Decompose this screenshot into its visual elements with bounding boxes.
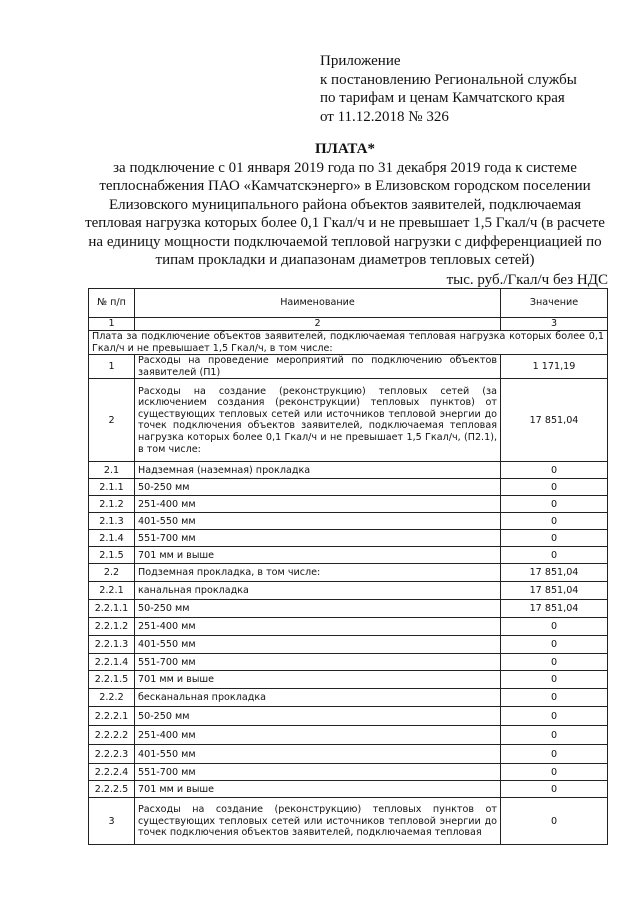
row-value: 0 (501, 479, 608, 496)
units-label: тыс. руб./Гкал/ч без НДС (446, 272, 608, 288)
row-num: 2.2.1.1 (89, 600, 135, 618)
header-num: № п/п (89, 289, 135, 318)
row-name: Надземная (наземная) прокладка (135, 462, 501, 479)
row-name: Расходы на проведение мероприятий по подключению объектов заявителей (П1) (135, 355, 501, 379)
row-name: 401-550 мм (135, 745, 501, 764)
appendix-line-1: Приложение (320, 53, 401, 69)
row-num: 2.1.3 (89, 513, 135, 530)
row-num: 3 (89, 798, 135, 845)
table-row (89, 707, 608, 726)
row-num: 2.1.1 (89, 479, 135, 496)
title-description: за подключение с 01 января 2019 года по 31 декабря 2019 года к системе теплоснабжения ПАО «Камчатскэнерго» в Елизовском городском поселении Елизовского муниципального района объектов заявителей, подключаемая тепловая нагрузка которых более 0,1 Гкал/ч и не превышает 1,5 Гкал/ч (в расчете на единицу мощности подключаемой тепловой нагрузки с дифференциацией по типам прокладки и диапазонам диаметров тепловых сетей) (85, 159, 605, 268)
table-row (89, 654, 608, 671)
table-row (89, 781, 608, 798)
appendix-line-2: к постановлению Региональной службы (320, 71, 577, 88)
row-value: 0 (501, 654, 608, 671)
row-num: 2.2.2.1 (89, 707, 135, 726)
row-num: 2.1.4 (89, 530, 135, 547)
header-row (89, 289, 608, 318)
row-value: 0 (501, 726, 608, 745)
table-row (89, 379, 608, 462)
row-name: 401-550 мм (135, 513, 501, 530)
row-name: 701 мм и выше (135, 781, 501, 798)
index-cell-1: 1 (89, 318, 135, 331)
index-cell-2: 2 (135, 318, 501, 331)
row-value: 17 851,04 (501, 379, 608, 462)
row-name: 50-250 мм (135, 479, 501, 496)
table-row (89, 462, 608, 479)
row-name: бесканальная прокладка (135, 689, 501, 707)
row-name: 401-550 мм (135, 636, 501, 654)
row-value: 17 851,04 (501, 600, 608, 618)
row-num: 2.2 (89, 564, 135, 582)
row-value: 0 (501, 671, 608, 689)
row-value: 1 171,19 (501, 355, 608, 379)
header-name: Наименование (135, 289, 501, 318)
index-cell-3: 3 (501, 318, 608, 331)
row-num: 2.2.2.3 (89, 745, 135, 764)
row-name: Расходы на создание (реконструкцию) тепловых сетей (за исключением создания (реконструкции) тепловых пунктов) от существующих тепловых сетей или источников тепловой энергии до точек подключения объектов заявителей, подключаемая тепловая нагрузка которых более 0,1 Гкал/ч и не превышает 1,5 Гкал/ч, (П2.1), в том числе: (135, 379, 501, 462)
row-name: 701 мм и выше (135, 547, 501, 564)
row-value: 0 (501, 707, 608, 726)
header-value: Значение (501, 289, 608, 318)
row-value: 0 (501, 636, 608, 654)
appendix-line-3: по тарифам и ценам Камчатского края (320, 90, 565, 106)
table-row (89, 745, 608, 764)
table-row (89, 636, 608, 654)
row-name: 50-250 мм (135, 600, 501, 618)
document-title (85, 140, 605, 270)
row-num: 2.1.5 (89, 547, 135, 564)
row-value: 0 (501, 513, 608, 530)
row-value: 0 (501, 764, 608, 781)
table-row (89, 689, 608, 707)
row-num: 2.1.2 (89, 496, 135, 513)
row-num: 2.2.1 (89, 582, 135, 600)
table-row (89, 479, 608, 496)
table-row (89, 355, 608, 379)
row-value: 0 (501, 547, 608, 564)
row-num: 2.2.1.4 (89, 654, 135, 671)
table-row (89, 564, 608, 582)
row-value: 0 (501, 798, 608, 845)
row-value: 0 (501, 745, 608, 764)
row-num: 2 (89, 379, 135, 462)
row-name: 551-700 мм (135, 654, 501, 671)
table-row (89, 496, 608, 513)
table-row (89, 547, 608, 564)
row-name: 551-700 мм (135, 530, 501, 547)
table-row (89, 530, 608, 547)
row-num: 1 (89, 355, 135, 379)
row-name: Расходы на создание (реконструкцию) тепловых пунктов от существующих тепловых сетей или источников тепловой энергии до точек подключения объектов заявителей, подключаемая тепловая (135, 798, 501, 845)
row-value: 0 (501, 496, 608, 513)
appendix-line-4: от 11.12.2018 № 326 (320, 108, 449, 125)
row-name: 251-400 мм (135, 726, 501, 745)
row-num: 2.2.2 (89, 689, 135, 707)
row-value: 0 (501, 618, 608, 636)
table-row (89, 618, 608, 636)
table-row (89, 726, 608, 745)
row-name: Подземная прокладка, в том числе: (135, 564, 501, 582)
row-value: 17 851,04 (501, 564, 608, 582)
tariff-table (88, 288, 608, 845)
title-heading: ПЛАТА* (315, 141, 375, 157)
section-title: Плата за подключение объектов заявителей, подключаемая тепловая нагрузка которых более 0,1 Гкал/ч и не превышает 1,5 Гкал/ч, в том числе: (89, 331, 608, 355)
row-name: 50-250 мм (135, 707, 501, 726)
row-name: 551-700 мм (135, 764, 501, 781)
row-value: 0 (501, 530, 608, 547)
row-value: 0 (501, 462, 608, 479)
row-num: 2.2.2.2 (89, 726, 135, 745)
table-row (89, 671, 608, 689)
row-num: 2.2.2.4 (89, 764, 135, 781)
table-row (89, 600, 608, 618)
row-num: 2.2.1.3 (89, 636, 135, 654)
table-row (89, 513, 608, 530)
index-row (89, 318, 608, 331)
table-row (89, 582, 608, 600)
row-name: канальная прокладка (135, 582, 501, 600)
section-row (89, 331, 608, 355)
row-name: 251-400 мм (135, 618, 501, 636)
appendix-block (320, 52, 620, 126)
row-value: 17 851,04 (501, 582, 608, 600)
row-num: 2.2.2.5 (89, 781, 135, 798)
row-num: 2.1 (89, 462, 135, 479)
table-row (89, 798, 608, 845)
row-name: 701 мм и выше (135, 671, 501, 689)
table-row (89, 764, 608, 781)
row-num: 2.2.1.5 (89, 671, 135, 689)
row-name: 251-400 мм (135, 496, 501, 513)
row-value: 0 (501, 689, 608, 707)
row-num: 2.2.1.2 (89, 618, 135, 636)
row-value: 0 (501, 781, 608, 798)
